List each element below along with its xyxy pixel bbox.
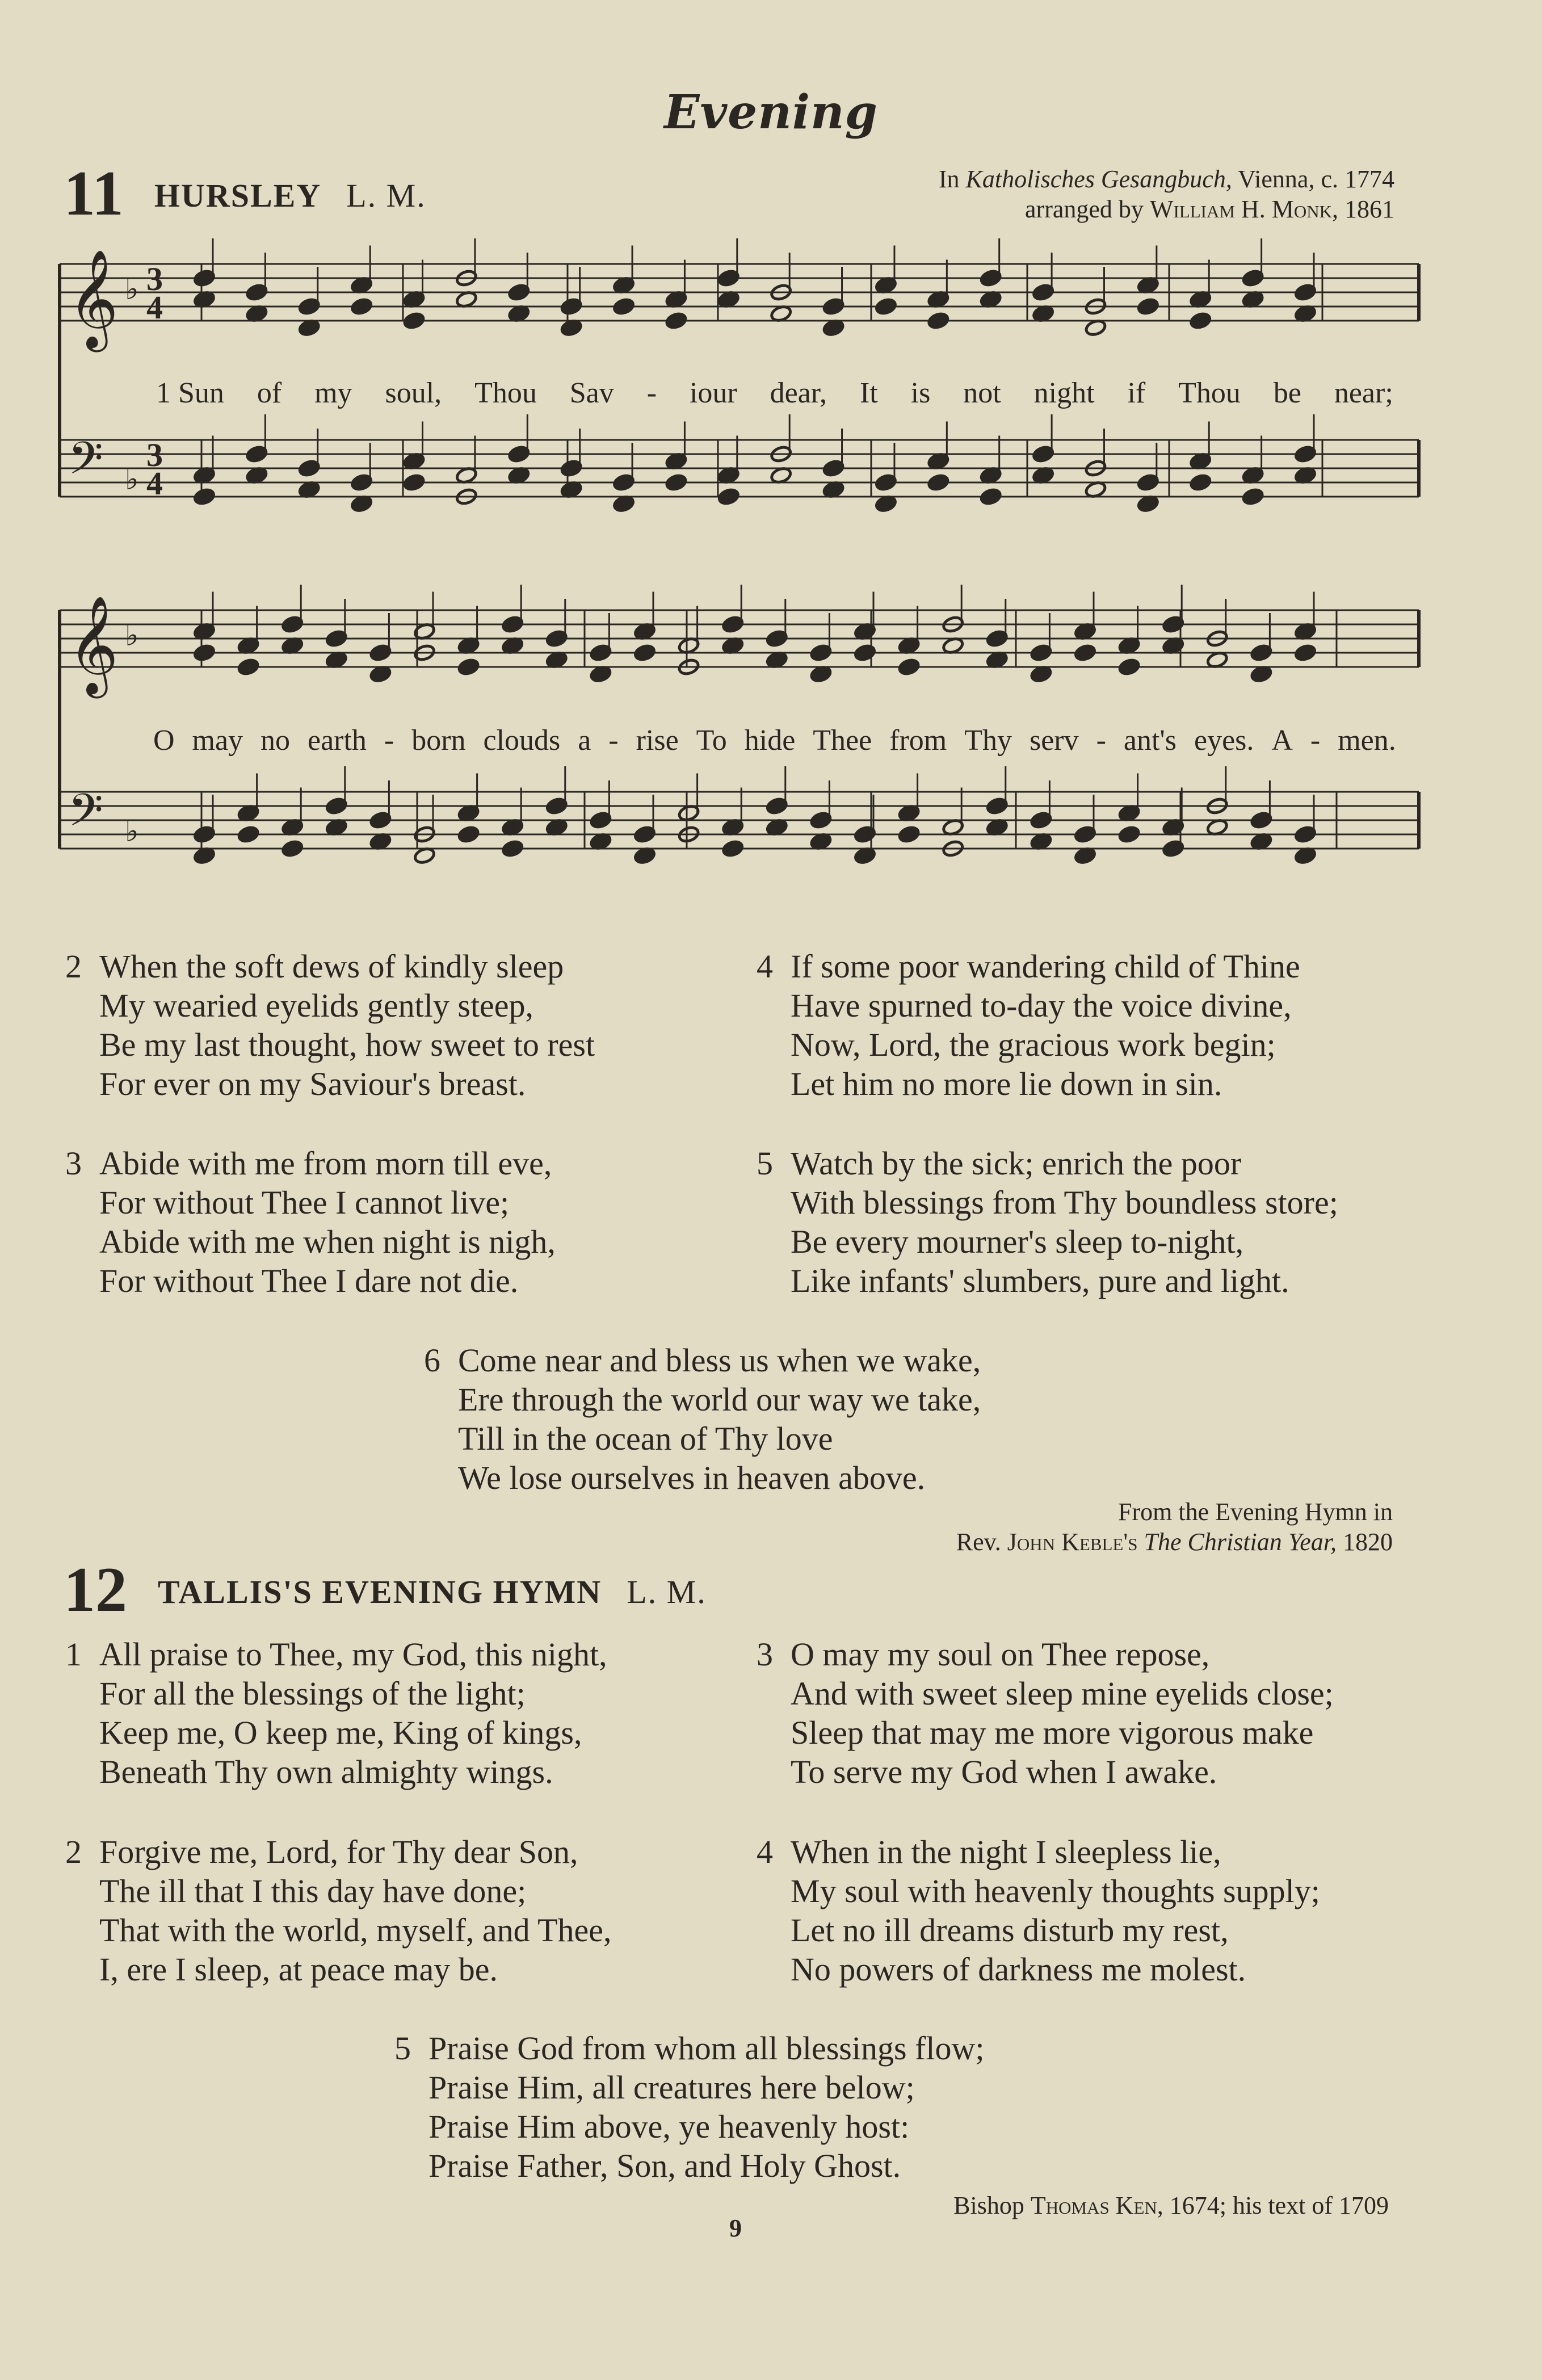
- note-heads: [193, 238, 1316, 865]
- stanza-line: Till in the ocean of Thy love: [458, 1420, 833, 1457]
- lyric-syllable: To: [696, 724, 727, 757]
- stanza-line: Let no ill dreams disturb my rest,: [791, 1912, 1229, 1949]
- stanza-line: Abide with me from morn till eve,: [99, 1145, 552, 1182]
- note-head: [665, 312, 687, 330]
- note-head: [350, 297, 372, 316]
- note-head: [1162, 839, 1184, 858]
- flat-icon: ♭: [125, 619, 139, 653]
- lyric-syllable: not: [963, 377, 1001, 409]
- stanza-line: When the soft dews of kindly sleep: [99, 948, 564, 985]
- stanza-line: That with the world, myself, and Thee,: [99, 1912, 612, 1949]
- stanza-number: 3: [65, 1145, 82, 1182]
- hymn-12-header: [64, 1555, 707, 1625]
- attribution-suffix: Vienna, c. 1774: [1232, 165, 1394, 193]
- staff-lines: [60, 264, 1419, 849]
- note-head: [633, 644, 656, 662]
- lyric-syllable: -: [1310, 724, 1321, 757]
- flat-icon: ♭: [125, 815, 139, 849]
- attribution-source: Katholisches Gesangbuch,: [965, 165, 1232, 193]
- time-signature-bottom: 4: [146, 289, 163, 326]
- lyric-syllable: Sav: [569, 377, 614, 409]
- lyric-syllable: soul,: [385, 377, 442, 409]
- lyric-syllable: is: [910, 377, 931, 409]
- note-head: [927, 312, 949, 330]
- lyric-syllable: It: [859, 377, 878, 409]
- stanza-number: 3: [757, 1636, 773, 1673]
- author-prefix: Rev.: [956, 1527, 1007, 1556]
- note-head: [237, 825, 259, 843]
- note-head: [237, 658, 259, 676]
- lyric-syllable: 1 Sun: [156, 377, 224, 409]
- source-year: , 1674; his text of 1709: [1157, 2192, 1389, 2219]
- hymn-number: 11: [64, 158, 124, 229]
- bass-clef-icon: 𝄢: [68, 784, 103, 847]
- lyric-syllable: a: [578, 724, 591, 757]
- lyrics-line-1: [156, 376, 1393, 410]
- lyrics-line-2: [153, 724, 1396, 757]
- stanza-line: For without Thee I dare not die.: [99, 1262, 519, 1299]
- note-head: [717, 488, 740, 506]
- stanza-line: My soul with heavenly thoughts supply;: [791, 1873, 1320, 1909]
- source-title: The Christian Year,: [1137, 1527, 1337, 1556]
- note-head: [457, 825, 480, 843]
- stanza-line: Praise Him, all creatures here below;: [428, 2069, 915, 2106]
- note-head: [281, 839, 303, 858]
- stanza-number: 6: [424, 1342, 440, 1379]
- lyric-syllable: if: [1127, 377, 1146, 409]
- lyric-syllable: clouds: [483, 724, 561, 757]
- lyric-syllable: born: [411, 724, 466, 757]
- stanza-line: Forgive me, Lord, for Thy dear Son,: [99, 1833, 578, 1870]
- stanza-line: Watch by the sick; enrich the poor: [791, 1145, 1242, 1182]
- lyric-syllable: -: [384, 724, 394, 757]
- stanza-line: Be my last thought, how sweet to rest: [99, 1026, 595, 1063]
- note-head: [1137, 297, 1159, 316]
- lyric-syllable: men.: [1338, 724, 1396, 757]
- lyric-syllable: be: [1273, 377, 1301, 409]
- note-head: [501, 839, 523, 858]
- note-head: [898, 658, 920, 676]
- stanza-line: I, ere I sleep, at peace may be.: [99, 1951, 498, 1988]
- tune-name: TALLIS'S EVENING HYMN: [158, 1573, 602, 1610]
- note-head: [898, 825, 920, 843]
- stanza-line: With blessings from Thy boundless store;: [791, 1184, 1338, 1221]
- clefs: [68, 249, 163, 849]
- note-head: [1294, 644, 1316, 662]
- stanza-line: No powers of darkness me molest.: [791, 1951, 1246, 1988]
- stanza-line: Like infants' slumbers, pure and light.: [791, 1262, 1289, 1299]
- note-head: [854, 644, 876, 662]
- lyric-syllable: -: [608, 724, 619, 757]
- lyric-syllable: near;: [1334, 377, 1393, 409]
- stanza-line: Beneath Thy own almighty wings.: [99, 1753, 553, 1790]
- stanza-line: Come near and bless us when we wake,: [458, 1342, 981, 1379]
- note-head: [1190, 312, 1212, 330]
- lyric-syllable: dear,: [770, 377, 827, 409]
- tune-name: HURSLEY: [154, 177, 322, 214]
- note-head: [193, 488, 215, 506]
- note-head: [927, 473, 949, 492]
- lyric-syllable: from: [889, 724, 947, 757]
- page-number: 9: [729, 2214, 742, 2242]
- stanza-number: 4: [757, 1833, 773, 1870]
- lyric-syllable: Thou: [474, 377, 537, 409]
- stanza-number: 2: [65, 948, 82, 985]
- note-head: [457, 658, 480, 676]
- lyric-syllable: -: [1096, 724, 1106, 757]
- time-signature-top: 3: [146, 261, 163, 297]
- lyric-syllable: rise: [636, 724, 679, 757]
- stanza-number: 4: [757, 948, 773, 985]
- section-title: Evening: [663, 85, 879, 140]
- note-head: [1118, 658, 1140, 676]
- stanza-number: 5: [757, 1145, 773, 1182]
- lyric-syllable: O: [153, 724, 175, 757]
- text-source-line: From the Evening Hymn in: [1118, 1498, 1393, 1526]
- treble-clef-icon: 𝄞: [68, 249, 119, 348]
- stanza-line: All praise to Thee, my God, this night,: [99, 1636, 607, 1673]
- lyric-syllable: Thee: [813, 724, 872, 757]
- time-signature-top: 3: [146, 436, 163, 473]
- lyric-syllable: Thou: [1178, 377, 1241, 409]
- lyric-syllable: my: [314, 377, 352, 409]
- note-head: [665, 473, 687, 492]
- stanza-line: Praise Him above, ye heavenly host:: [428, 2108, 910, 2145]
- note-head: [1190, 473, 1212, 492]
- author-name: John Keble's: [1007, 1527, 1138, 1556]
- meter: L. M.: [346, 177, 426, 214]
- source-year: 1820: [1337, 1527, 1393, 1556]
- stanza-line: Praise Father, Son, and Holy Ghost.: [428, 2147, 901, 2184]
- lyric-syllable: serv: [1029, 724, 1079, 757]
- stanza-number: 1: [65, 1636, 82, 1673]
- flat-icon: ♭: [125, 463, 139, 497]
- lyric-syllable: iour: [689, 377, 737, 409]
- stanza-line: Have spurned to-day the voice divine,: [791, 987, 1292, 1024]
- author-name: Thomas Ken: [1030, 2192, 1157, 2219]
- stanza-line: If some poor wandering child of Thine: [791, 948, 1300, 985]
- flat-icon: ♭: [125, 272, 139, 307]
- arranger-name: William H. Monk: [1149, 195, 1332, 223]
- hymn-number: 12: [64, 1555, 127, 1625]
- attribution-prefix: In: [938, 165, 966, 193]
- lyric-syllable: night: [1033, 377, 1095, 409]
- arranger-prefix: arranged by: [1025, 195, 1150, 223]
- stanza-line: Ere through the world our way we take,: [458, 1381, 981, 1418]
- stanza-line: Keep me, O keep me, King of kings,: [99, 1714, 582, 1751]
- lyric-syllable: no: [260, 724, 291, 757]
- lyric-syllable: Thy: [964, 724, 1012, 757]
- lyric-syllable: eyes.: [1194, 724, 1254, 757]
- stanza-line: The ill that I this day have done;: [99, 1873, 527, 1909]
- stanza-line: Praise God from whom all blessings flow;: [428, 2030, 985, 2067]
- stanza-number: 2: [65, 1833, 82, 1870]
- stanza-line: And with sweet sleep mine eyelids close;: [791, 1675, 1334, 1712]
- lyric-syllable: earth: [308, 724, 367, 757]
- lyric-syllable: ant's: [1123, 724, 1177, 757]
- note-head: [1074, 644, 1096, 662]
- text-attribution-11: [956, 1497, 1393, 1558]
- note-head: [403, 312, 425, 330]
- text-attribution-12: [953, 2191, 1389, 2221]
- note-head: [1242, 488, 1264, 506]
- bass-clef-icon: 𝄢: [68, 432, 103, 496]
- stanza-line: My wearied eyelids gently steep,: [99, 987, 534, 1024]
- stanza-line: O may my soul on Thee repose,: [791, 1636, 1210, 1673]
- note-head: [980, 488, 1002, 506]
- stanza-line: For without Thee I cannot live;: [99, 1184, 510, 1221]
- meter: L. M.: [627, 1573, 707, 1610]
- lyric-syllable: -: [646, 377, 657, 409]
- stanza-line: Abide with me when night is nigh,: [99, 1223, 556, 1260]
- stanza-line: Let him no more lie down in sin.: [791, 1065, 1222, 1102]
- note-head: [1118, 825, 1140, 843]
- stanza-line: Be every mourner's sleep to-night,: [791, 1223, 1244, 1260]
- note-head: [721, 839, 743, 858]
- lyric-syllable: A: [1271, 724, 1293, 757]
- stanza-line: Now, Lord, the gracious work begin;: [791, 1026, 1276, 1063]
- treble-clef-icon: 𝄞: [68, 595, 119, 694]
- time-signature-bottom: 4: [146, 465, 163, 502]
- lyric-syllable: hide: [744, 724, 796, 757]
- note-head: [193, 644, 215, 662]
- note-head: [403, 473, 425, 492]
- arranger-year: , 1861: [1332, 195, 1394, 223]
- stanza-line: Sleep that may me more vigorous make: [791, 1714, 1314, 1751]
- lyric-syllable: may: [192, 724, 243, 757]
- note-head: [875, 297, 897, 316]
- author-prefix: Bishop: [953, 2192, 1031, 2219]
- stanza-line: To serve my God when I awake.: [791, 1753, 1217, 1790]
- stanza-line: When in the night I sleepless lie,: [791, 1833, 1221, 1870]
- lyric-syllable: of: [257, 377, 282, 409]
- stanza-number: 5: [394, 2030, 411, 2067]
- stanza-line: We lose ourselves in heaven above.: [458, 1459, 926, 1496]
- music-score: [0, 0, 1542, 976]
- stanza-line: For ever on my Saviour's breast.: [99, 1065, 526, 1102]
- note-head: [612, 297, 635, 316]
- stanza-line: For all the blessings of the light;: [99, 1675, 526, 1712]
